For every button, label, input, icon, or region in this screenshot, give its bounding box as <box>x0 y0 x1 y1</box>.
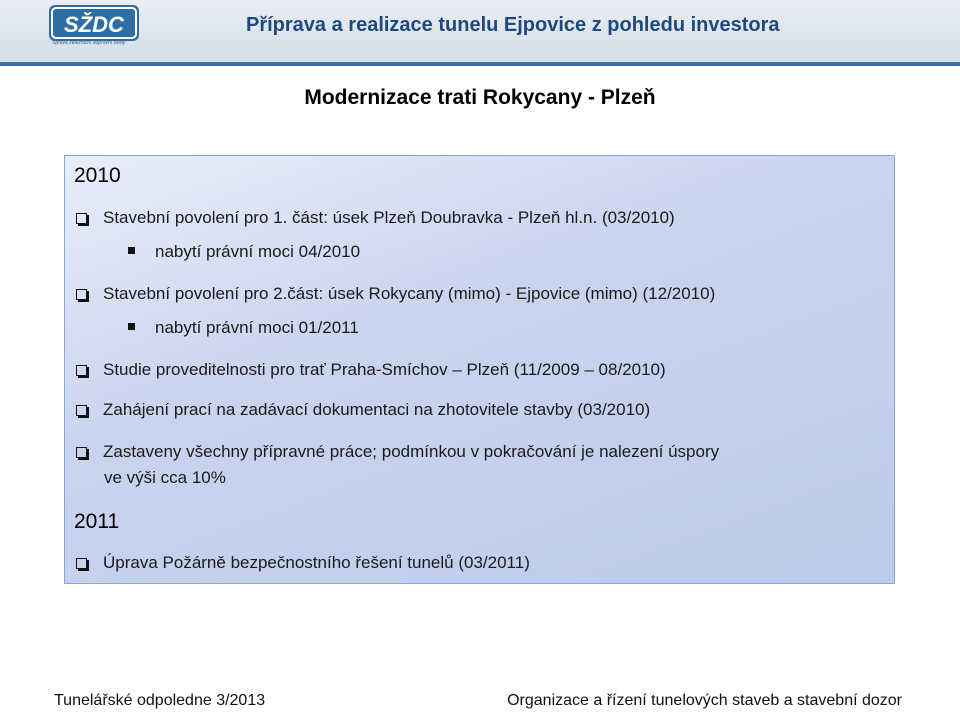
logo-tagline: Správa železniční dopravní cesty <box>52 40 126 46</box>
header-divider <box>0 62 960 66</box>
checkbox-bullet-icon <box>76 447 87 458</box>
list-item: Stavební povolení pro 2.část: úsek Rokycany (mimo) - Ejpovice (mimo) (12/2010) <box>76 284 715 304</box>
square-bullet-icon <box>128 247 135 254</box>
sub-list-item: nabytí právní moci 04/2010 <box>128 242 360 262</box>
list-item: Úprava Požárně bezpečnostního řešení tunelů (03/2011) <box>76 553 530 573</box>
list-item: Zastaveny všechny přípravné práce; podmínkou v pokračování je nalezení úspory <box>76 442 719 462</box>
year-heading-2010: 2010 <box>74 164 121 187</box>
checkbox-bullet-icon <box>76 365 87 376</box>
checkbox-bullet-icon <box>76 558 87 569</box>
list-item-continuation: ve výši cca 10% <box>104 468 226 487</box>
logo-text: SŽDC <box>64 12 124 37</box>
list-item: Studie proveditelnosti pro trať Praha-Smíchov – Plzeň (11/2009 – 08/2010) <box>76 360 666 380</box>
list-item: Zahájení prací na zadávací dokumentaci na zhotovitele stavby (03/2010) <box>76 400 650 420</box>
slide-title: Modernizace trati Rokycany - Plzeň <box>304 86 656 109</box>
footer-topic: Organizace a řízení tunelových staveb a stavební dozor <box>507 692 902 709</box>
square-bullet-icon <box>128 323 135 330</box>
list-item: Stavební povolení pro 1. část: úsek Plzeň Doubravka - Plzeň hl.n. (03/2010) <box>76 208 675 228</box>
header-title: Příprava a realizace tunelu Ejpovice z pohledu investora <box>246 14 780 36</box>
checkbox-bullet-icon <box>76 405 87 416</box>
checkbox-bullet-icon <box>76 289 87 300</box>
sub-list-item: nabytí právní moci 01/2011 <box>128 318 359 338</box>
checkbox-bullet-icon <box>76 213 87 224</box>
year-heading-2011: 2011 <box>74 510 120 533</box>
footer-event: Tunelářské odpoledne 3/2013 <box>54 692 266 709</box>
